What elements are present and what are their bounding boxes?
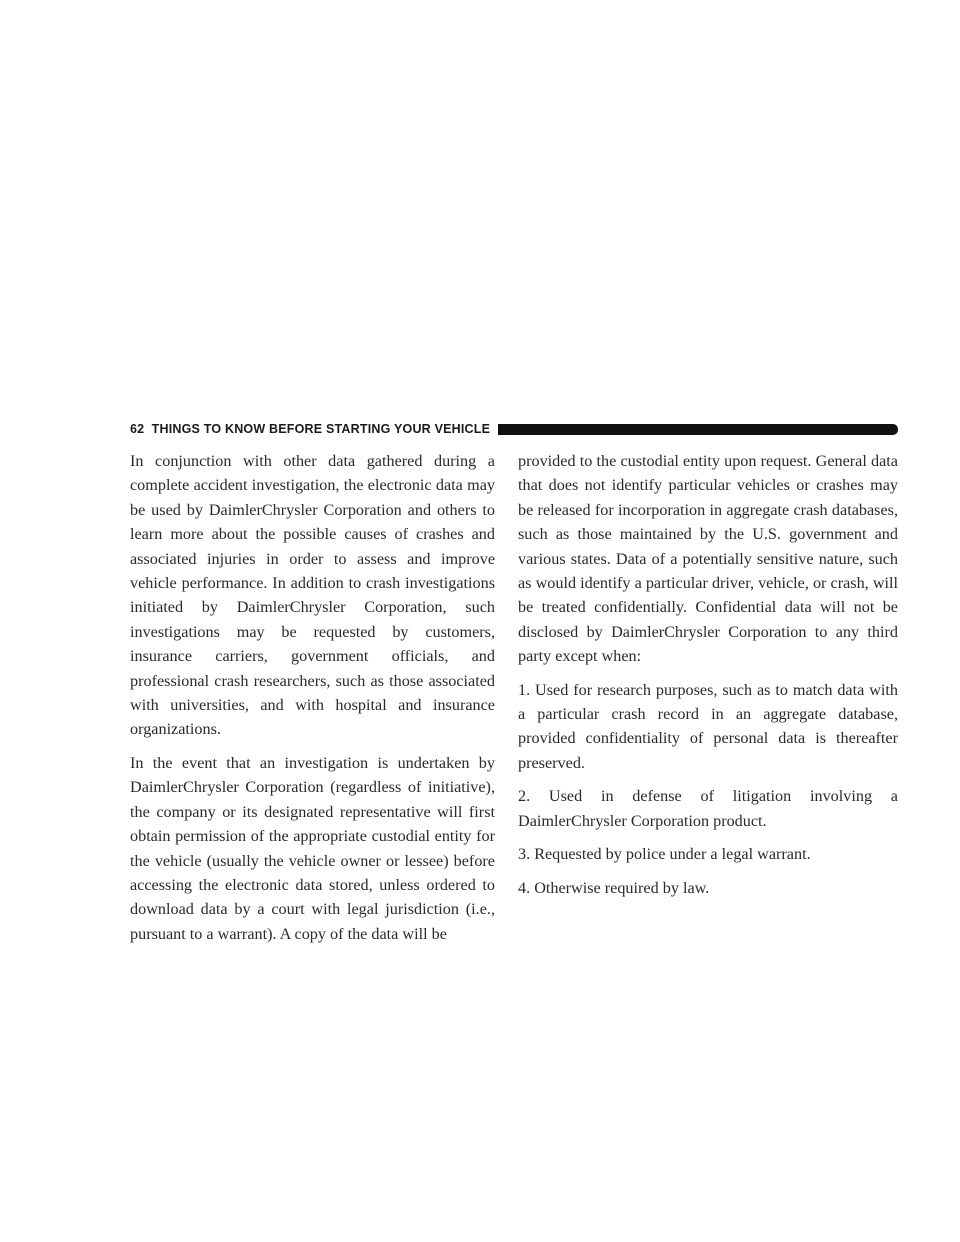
section-title: THINGS TO KNOW BEFORE STARTING YOUR VEHICLE [151, 422, 491, 436]
header-rule [498, 424, 898, 435]
list-item: 3. Requested by police under a legal warrant. [518, 845, 811, 864]
header-label [130, 422, 498, 436]
right-column [518, 449, 898, 909]
page-header [130, 420, 898, 438]
page-number: 62 [130, 422, 145, 436]
paragraph: provided to the custodial entity upon request. General data that does not identify particular vehicles or crashes may be released for incorporation in aggregate crash databases, such as those maintained by the U.S. government and various states. Data of a potentially sensitive nature, such as would identify a particular driver, vehicle, or crash, will be treated confidentially. Confidential data will not be disclosed by DaimlerChrysler Corporation to any third party except when: [518, 452, 898, 666]
paragraph: In the event that an investigation is undertaken by DaimlerChrysler Corporation (regardless of initiative), the company or its designated representative will first obtain permission of the appropriate custodial entity for the vehicle (usually the vehicle owner or lessee) before accessing the electronic data stored, unless ordered to download data by a court with legal jurisdiction (i.e., pursuant to a warrant). A copy of the data will be [130, 753, 495, 943]
left-column [130, 449, 495, 955]
list-item: 2. Used in defense of litigation involving a DaimlerChrysler Corporation product. [518, 787, 898, 830]
list-item: 1. Used for research purposes, such as to match data with a particular crash record in an aggregate database, provided confidentiality of personal data is thereafter preserved. [518, 680, 898, 772]
paragraph: In conjunction with other data gathered during a complete accident investigation, the electronic data may be used by DaimlerChrysler Corporation and others to learn more about the possible causes of crashes and associated injuries in order to assess and improve vehicle performance. In addition to crash investigations initiated by DaimlerChrysler Corporation, such investigations may be requested by customers, insurance carriers, government officials, and professional crash researchers, such as those associated with universities, and with hospital and insurance organizations. [130, 452, 495, 739]
list-item: 4. Otherwise required by law. [518, 878, 710, 897]
